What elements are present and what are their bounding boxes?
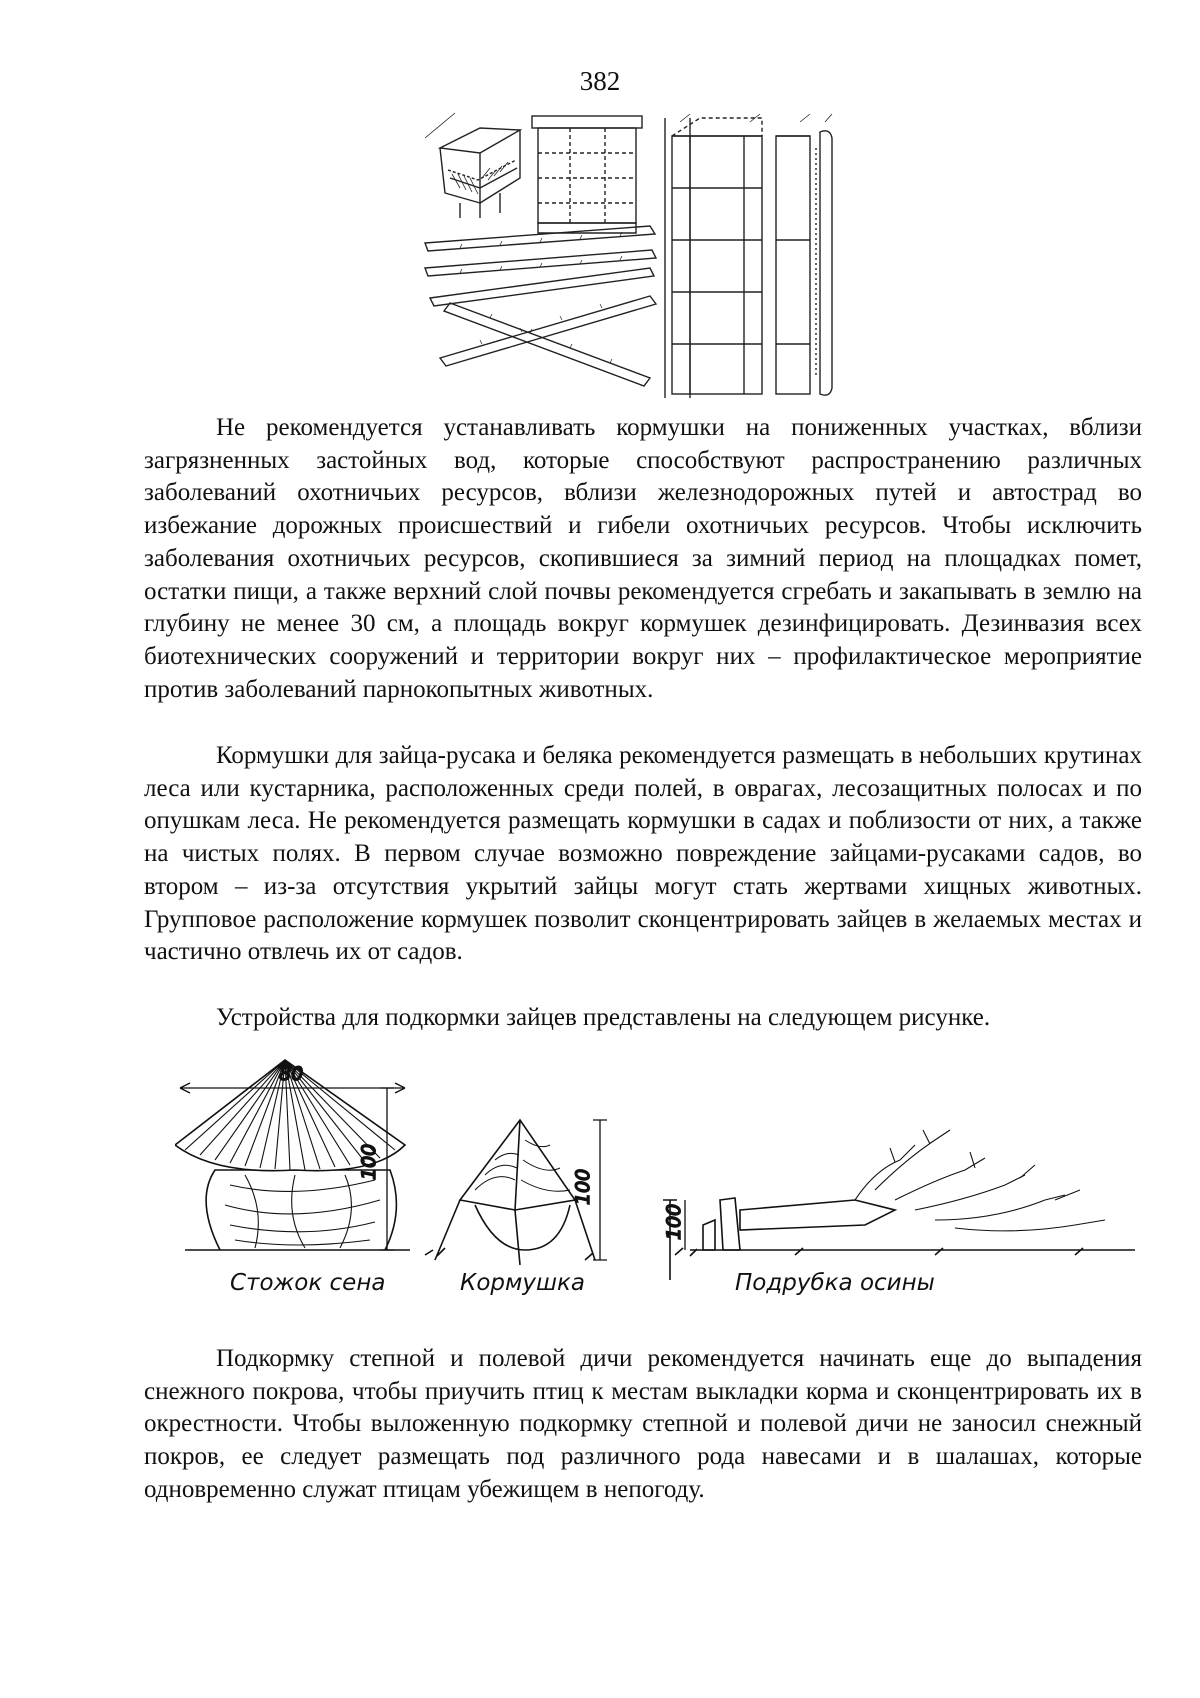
dimension-label: 100	[572, 1168, 594, 1205]
paragraph-feeder-placement	[144, 412, 1142, 706]
haystack-illustration	[175, 1060, 410, 1250]
paragraph-text: Не рекомендуется устанавливать кормушки на пониженных участках, вблизи загрязненных застойных вод, которые способствуют распространению различных заболеваний охотничьих ресурсов, вблизи железнодорожных путей и автострад во избежание дорожных происшествий и гибели охотничьих ресурсов. Чтобы исключить заболевания охотничьих ресурсов, скопившиеся за зимний период на площадках помет, остатки пищи, а также верхний слой почвы рекомендуется сгребать и закапывать в землю на глубину не менее 30 см, а площадь вокруг кормушек дезинфицировать. Дезинвазия всех биотехнических сооружений и территории вокруг них – профилактическое мероприятие против заболеваний парнокопытных животных.	[144, 414, 1142, 703]
caption-feeder: Кормушка	[460, 1270, 585, 1296]
page-number: 382	[579, 66, 621, 96]
paragraph-figure-intro	[144, 1002, 1142, 1035]
paragraph-game-bird-feeding	[144, 1343, 1142, 1507]
dimension-label: 100	[663, 1203, 685, 1240]
pyramid-feeder-illustration	[425, 1120, 607, 1265]
paragraph-text: Устройства для подкормки зайцев представлены на следующем рисунке.	[216, 1004, 991, 1031]
caption-haystack: Стожок сена	[230, 1270, 386, 1296]
aspen-cut-illustration	[663, 1130, 1135, 1280]
paragraph-text: Подкормку степной и полевой дичи рекомендуется начинать еще до выпадения снежного покрова, чтобы приучить птиц к местам выкладки корма и сконцентрировать их в окрестности. Чтобы выложенную подкормку степной и полевой дичи не заносил снежный покров, ее следует размещать под различного рода навесами и в шалашах, которые одновременно служат птицам убежищем в непогоду.	[144, 1345, 1142, 1503]
hare-feeding-devices-figure	[175, 1050, 1145, 1315]
dimension-label: 80	[279, 1063, 304, 1085]
paragraph-text: Кормушки для зайца-русака и беляка рекомендуется размещать в небольших крутинах леса или кустарника, расположенных среди полей, в оврагах, лесозащитных полосах и по опушкам леса. Не рекомендуется размещать кормушки в садах и поблизости от них, а также на чистых полях. В первом случае возможно повреждение зайцами-русаками садов, во втором – из-за отсутствия укрытий зайцы могут стать жертвами хищных животных. Групповое расположение кормушек позволит сконцентрировать зайцев в желаемых местах и частично отвлечь их от садов.	[144, 742, 1142, 966]
dimension-label: 100	[358, 1143, 380, 1180]
paragraph-hare-feeders	[144, 740, 1142, 969]
feeder-technical-drawing	[420, 108, 900, 408]
caption-aspen-cut: Подрубка осины	[735, 1270, 935, 1296]
